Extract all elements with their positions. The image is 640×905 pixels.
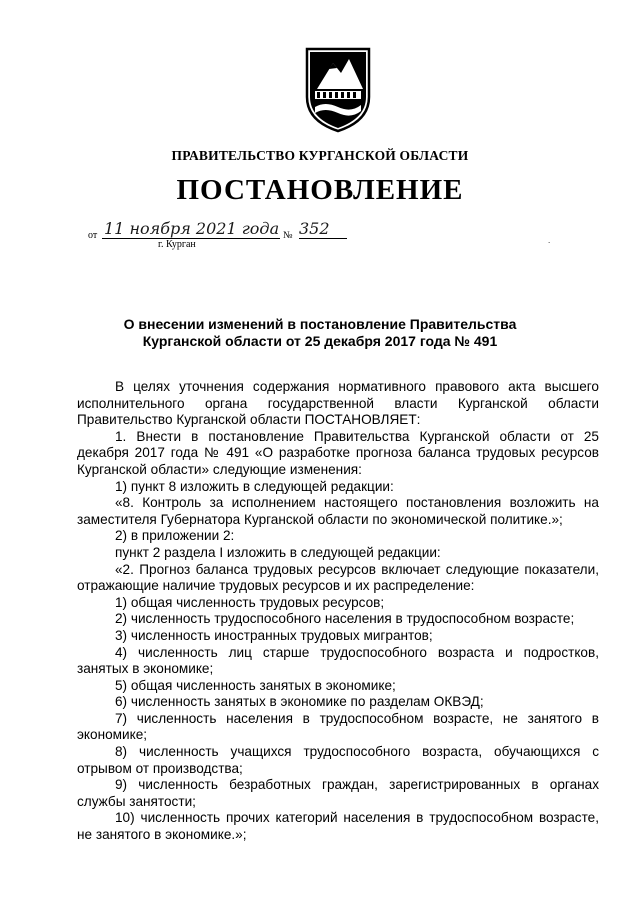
list-item: 5) общая численность занятых в экономике;: [115, 677, 396, 693]
kurgan-coat-of-arms-icon: [303, 47, 373, 133]
list-item: 9) численность безработных граждан, зарегистрированных в органах службы занятости;: [77, 777, 599, 809]
paragraph: пункт 2 раздела I изложить в следующей редакции:: [115, 544, 441, 560]
document-body: [77, 379, 599, 844]
list-item: 8) численность учащихся трудоспособного возраста, обучающихся с отрывом от производства;: [77, 744, 599, 776]
list-item: 6) численность занятых в экономике по разделам ОКВЭД;: [115, 694, 484, 710]
handwritten-number: 352: [299, 219, 347, 239]
list-item: 1) общая численность трудовых ресурсов;: [115, 594, 385, 610]
paragraph: 1) пункт 8 изложить в следующей редакции:: [115, 478, 394, 494]
government-name: ПРАВИТЕЛЬСТВО КУРГАНСКОЙ ОБЛАСТИ: [171, 148, 469, 163]
date-number-line: [88, 219, 408, 262]
scan-dot-mark: .: [548, 236, 551, 245]
subject-line-1: О внесении изменений в постановление Правительства: [123, 316, 517, 332]
city-label: г. Курган: [158, 239, 196, 250]
number-label: №: [283, 230, 293, 241]
list-item: 3) численность иностранных трудовых мигрантов;: [115, 627, 433, 643]
paragraph: 2) в приложении 2:: [115, 528, 235, 544]
list-item: 10) численность прочих категорий населения в трудоспособном возрасте, не занятого в экономике.»;: [77, 810, 599, 843]
subject-line-2: Курганской области от 25 декабря 2017 года № 491: [142, 333, 498, 349]
paragraph: «8. Контроль за исполнением настоящего постановления возложить на заместителя Губернатора Курганской области по экономической политике.»;: [77, 495, 599, 527]
paragraph: 1. Внести в постановление Правительства Курганской области от 25 декабря 2017 года № 491 «О разработке прогноза баланса трудовых ресурсов Курганской области» следующие изменения:: [77, 428, 599, 477]
document-subject: [0, 316, 640, 350]
paragraph: «2. Прогноз баланса трудовых ресурсов включает следующие показатели, отражающие наличие трудовых ресурсов и их распределение:: [77, 561, 599, 594]
from-label: от: [88, 230, 98, 241]
list-item: 4) численность лиц старше трудоспособного возраста и подростков, занятых в экономике;: [77, 644, 599, 677]
document-type-title: ПОСТАНОВЛЕНИЕ: [176, 174, 464, 206]
paragraph: В целях уточнения содержания нормативного правового акта высшего исполнительного органа государственной власти Курганской области Правительство Курганской области ПОСТАНОВЛЯЕТ:: [77, 379, 599, 428]
handwritten-date: 11 ноября 2021 года: [104, 219, 280, 238]
list-item: 2) численность трудоспособного населения в трудоспособном возрасте;: [115, 611, 575, 627]
list-item: 7) численность населения в трудоспособном возрасте, не занятого в экономике;: [77, 710, 599, 743]
